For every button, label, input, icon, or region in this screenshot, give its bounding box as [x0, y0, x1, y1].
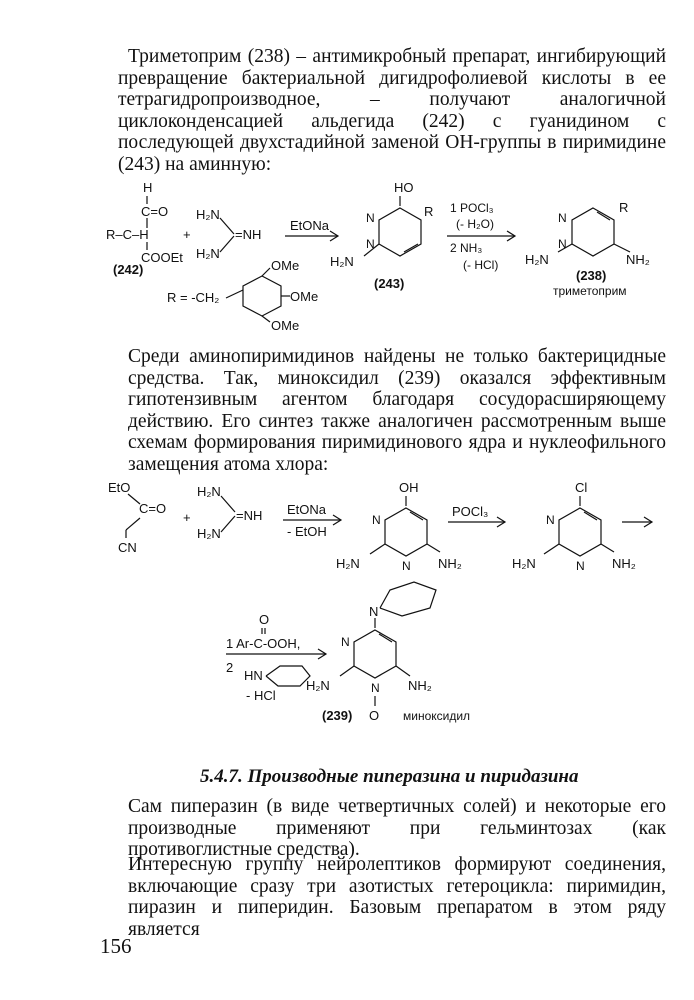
chem-label: H₂N: [197, 484, 221, 499]
chem-label: H₂N: [512, 556, 536, 571]
chem-label: C=O: [141, 204, 169, 219]
compound-label-238: (238): [576, 268, 607, 283]
compound-name-238: триметоприм: [553, 284, 627, 298]
chem-label: H₂N: [306, 678, 330, 693]
chem-label: EtO: [108, 480, 131, 495]
paragraph-minoxidil: Среди аминопиримидинов найдены не только бактерицидные средства. Так, миноксидил (239) оказался эффективным гипотензивным агентом благодаря сосудорасширяющему действию. Его синтез также аналогичен рассмотренным выше схемам формирования пиримидинового ядра и нуклеофильного замещения атома хлора:: [128, 346, 666, 475]
chem-label: N: [366, 211, 375, 225]
scheme-trimethoprim-synthesis: [0, 172, 694, 342]
page-number: 156: [100, 934, 132, 958]
reagent-label: POCl₃: [452, 504, 489, 519]
chem-label: OH: [399, 480, 419, 495]
chem-label: NH₂: [626, 252, 650, 267]
paragraph-trimethoprim: Триметоприм (238) – антимикробный препарат, ингибирующий превращение бактериальной дигидрофолиевой кислоты в ее тетрагидропроизводное, – получают аналогичной циклоконденсацией альдегида (242) с гуанидином с последующей двухстадийной заменой ОН-группы в пиримидине (243) на аминную:: [118, 46, 666, 175]
chem-label: N: [558, 237, 567, 251]
chem-label: H₂N: [196, 207, 220, 222]
chem-label: H₂N: [197, 526, 221, 541]
chem-label: R = -CH₂: [167, 290, 220, 305]
chem-label: N: [558, 211, 567, 225]
chem-label: =NH: [235, 227, 262, 242]
chem-label: R–C–H: [106, 227, 149, 242]
chem-label: H₂N: [336, 556, 360, 571]
chem-label: H₂N: [525, 252, 549, 267]
chem-label: N: [371, 681, 380, 695]
reagent-label: 1 POCl₃: [450, 201, 494, 215]
reagent-label: 2: [226, 660, 234, 675]
chem-label: O: [369, 708, 380, 723]
compound-label-239: (239): [322, 708, 353, 723]
section-heading: 5.4.7. Производные пиперазина и пиридазина: [200, 766, 579, 787]
scheme-minoxidil-synthesis: [0, 472, 694, 732]
chem-label: N: [546, 513, 555, 527]
chem-label: N: [576, 559, 585, 573]
chem-label: N: [369, 604, 379, 619]
chem-label: NH₂: [438, 556, 462, 571]
chem-label: H: [143, 180, 153, 195]
reagent-label: - EtOH: [287, 524, 327, 539]
reagent-label: EtONa: [287, 502, 327, 517]
reagent-label: (- HCl): [463, 258, 499, 272]
plus-sign: +: [183, 227, 191, 242]
chem-label: HN: [244, 668, 263, 683]
reagent-label: 2 NH₃: [450, 241, 483, 255]
chem-label: C=O: [139, 501, 167, 516]
reagent-label: 1 Ar-C-OOH,: [226, 636, 301, 651]
chem-label: N: [366, 237, 375, 251]
reagent-label: - HCl: [246, 688, 276, 703]
chem-label: N: [372, 513, 381, 527]
chem-label: NH₂: [612, 556, 636, 571]
chem-label: OMe: [271, 318, 300, 333]
chem-label: H₂N: [196, 246, 220, 261]
chem-label: HO: [394, 180, 414, 195]
reagent-label: EtONa: [290, 218, 330, 233]
chem-label: R: [619, 200, 629, 215]
compound-name-239: миноксидил: [403, 709, 471, 723]
plus-sign: +: [183, 510, 191, 525]
paragraph-neuroleptics: Интересную группу нейролептиков формируют соединения, включающие сразу три азотистых гетероцикла: пиримидин, пиразин и пиперидин. Базовым препаратом в этом ряду является: [128, 854, 666, 940]
chem-label: R: [424, 204, 434, 219]
chem-label: H₂N: [330, 254, 354, 269]
paragraph-piperazine: Сам пиперазин (в виде четвертичных солей) и некоторые его производные применяют при гельминтозах (как противоглистные средства).: [128, 796, 666, 861]
chem-label: N: [402, 559, 411, 573]
chem-label: CN: [118, 540, 137, 555]
chem-label: COOEt: [141, 250, 183, 265]
chem-label: O: [259, 612, 270, 627]
chem-label: N: [341, 635, 350, 649]
chem-label: OMe: [271, 258, 300, 273]
chem-label: OMe: [290, 289, 319, 304]
reagent-label: (- H₂O): [456, 217, 494, 231]
chem-label: Cl: [575, 480, 588, 495]
chem-label: NH₂: [408, 678, 432, 693]
chem-label: =NH: [236, 508, 263, 523]
compound-label-242: (242): [113, 262, 144, 277]
compound-label-243: (243): [374, 276, 405, 291]
